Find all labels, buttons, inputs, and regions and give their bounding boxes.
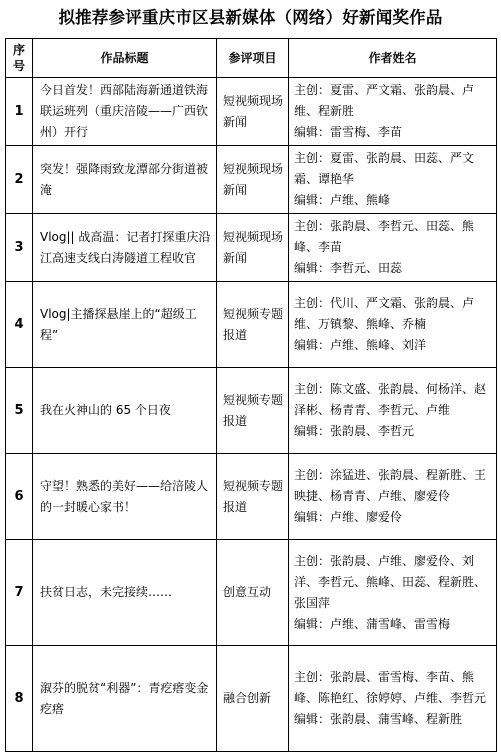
category: 短视频专题报道 <box>217 282 289 368</box>
table-header-row <box>6 39 497 78</box>
work-title: Vlog|| 战高温：记者打探重庆沿江高速支线白涛隧道工程收官 <box>33 214 217 282</box>
category: 短视频现场新闻 <box>217 78 289 146</box>
table-row <box>6 282 497 368</box>
table-body <box>6 78 497 752</box>
authors-creators: 主创：张韵晨、雷雪梅、李苗、熊峰、陈艳红、徐婷婷、卢维、李哲元 <box>294 670 487 705</box>
authors <box>289 454 497 540</box>
table-row <box>6 78 497 146</box>
authors-creators: 主创：夏雷、张韵晨、田蕊、严文霜、谭艳华 <box>294 151 475 186</box>
authors-editors: 编辑：张韵晨、李哲元 <box>294 424 415 438</box>
authors <box>289 214 497 282</box>
authors <box>289 146 497 214</box>
page-title: 拟推荐参评重庆市区县新媒体（网络）好新闻奖作品 <box>58 8 443 27</box>
authors-creators: 主创：张韵晨、卢维、廖爱伶、刘洋、李哲元、熊峰、田蕊、程新胜、张国萍 <box>294 553 487 610</box>
category: 短视频现场新闻 <box>217 146 289 214</box>
row-number: 4 <box>6 282 33 368</box>
authors <box>289 78 497 146</box>
table-row <box>6 146 497 214</box>
table-row <box>6 214 497 282</box>
authors-editors: 编辑：卢维、廖爱伶 <box>294 510 403 524</box>
table-row <box>6 454 497 540</box>
authors-editors: 编辑：李哲元、田蕊 <box>294 261 403 275</box>
category: 短视频专题报道 <box>217 454 289 540</box>
header-no: 序号 <box>6 39 33 78</box>
authors <box>289 540 497 646</box>
table-row <box>6 646 497 752</box>
header-category: 参评项目 <box>217 39 289 78</box>
work-title: 我在火神山的 65 个日夜 <box>33 368 217 454</box>
authors-creators: 主创：陈文盛、张韵晨、何杨洋、赵泽彬、杨青青、李哲元、卢维 <box>294 382 487 417</box>
work-title: Vlog|主播探悬崖上的“超级工程” <box>33 282 217 368</box>
row-number: 8 <box>6 646 33 752</box>
row-number: 7 <box>6 540 33 646</box>
authors-creators: 主创：夏雷、严文霜、张韵晨、卢维、程新胜 <box>294 83 475 118</box>
category: 短视频现场新闻 <box>217 214 289 282</box>
header-authors: 作者姓名 <box>289 39 497 78</box>
authors-editors: 编辑：雷雪梅、李苗 <box>294 125 403 139</box>
row-number: 2 <box>6 146 33 214</box>
table-row <box>6 540 497 646</box>
work-title: 今日首发！西部陆海新通道铁海联运班列（重庆涪陵——广西钦州）开行 <box>33 78 217 146</box>
category: 融合创新 <box>217 646 289 752</box>
category: 短视频专题报道 <box>217 368 289 454</box>
authors <box>289 368 497 454</box>
category: 创意互动 <box>217 540 289 646</box>
row-number: 1 <box>6 78 33 146</box>
work-title: 扶贫日志，未完接续…… <box>33 540 217 646</box>
authors-editors: 编辑：卢维、熊峰 <box>294 193 391 207</box>
authors <box>289 646 497 752</box>
authors-editors: 编辑：卢维、蒲雪峰、雷雪梅 <box>294 616 451 631</box>
authors-creators: 主创：涂猛进、张韵晨、程新胜、王映捷、杨青青、卢维、廖爱伶 <box>294 468 487 503</box>
row-number: 6 <box>6 454 33 540</box>
row-number: 3 <box>6 214 33 282</box>
work-title: 守望！熟悉的美好——给涪陵人的一封暖心家书！ <box>33 454 217 540</box>
authors-editors: 编辑：卢维、熊峰、刘洋 <box>294 338 427 352</box>
authors-creators: 主创：张韵晨、李哲元、田蕊、熊峰、李苗 <box>294 219 475 254</box>
work-title: 溆芬的脱贫“利器”：青疙瘩变金疙瘩 <box>33 646 217 752</box>
table-row <box>6 368 497 454</box>
authors-editors: 编辑：张韵晨、蒲雪峰、程新胜 <box>294 712 463 726</box>
works-table <box>5 38 497 752</box>
authors <box>289 282 497 368</box>
header-work: 作品标题 <box>33 39 217 78</box>
row-number: 5 <box>6 368 33 454</box>
authors-creators: 主创：代川、严文霜、张韵晨、卢维、万镇黎、熊峰、乔楠 <box>294 296 475 331</box>
work-title: 突发！强降雨致龙潭部分街道被淹 <box>33 146 217 214</box>
